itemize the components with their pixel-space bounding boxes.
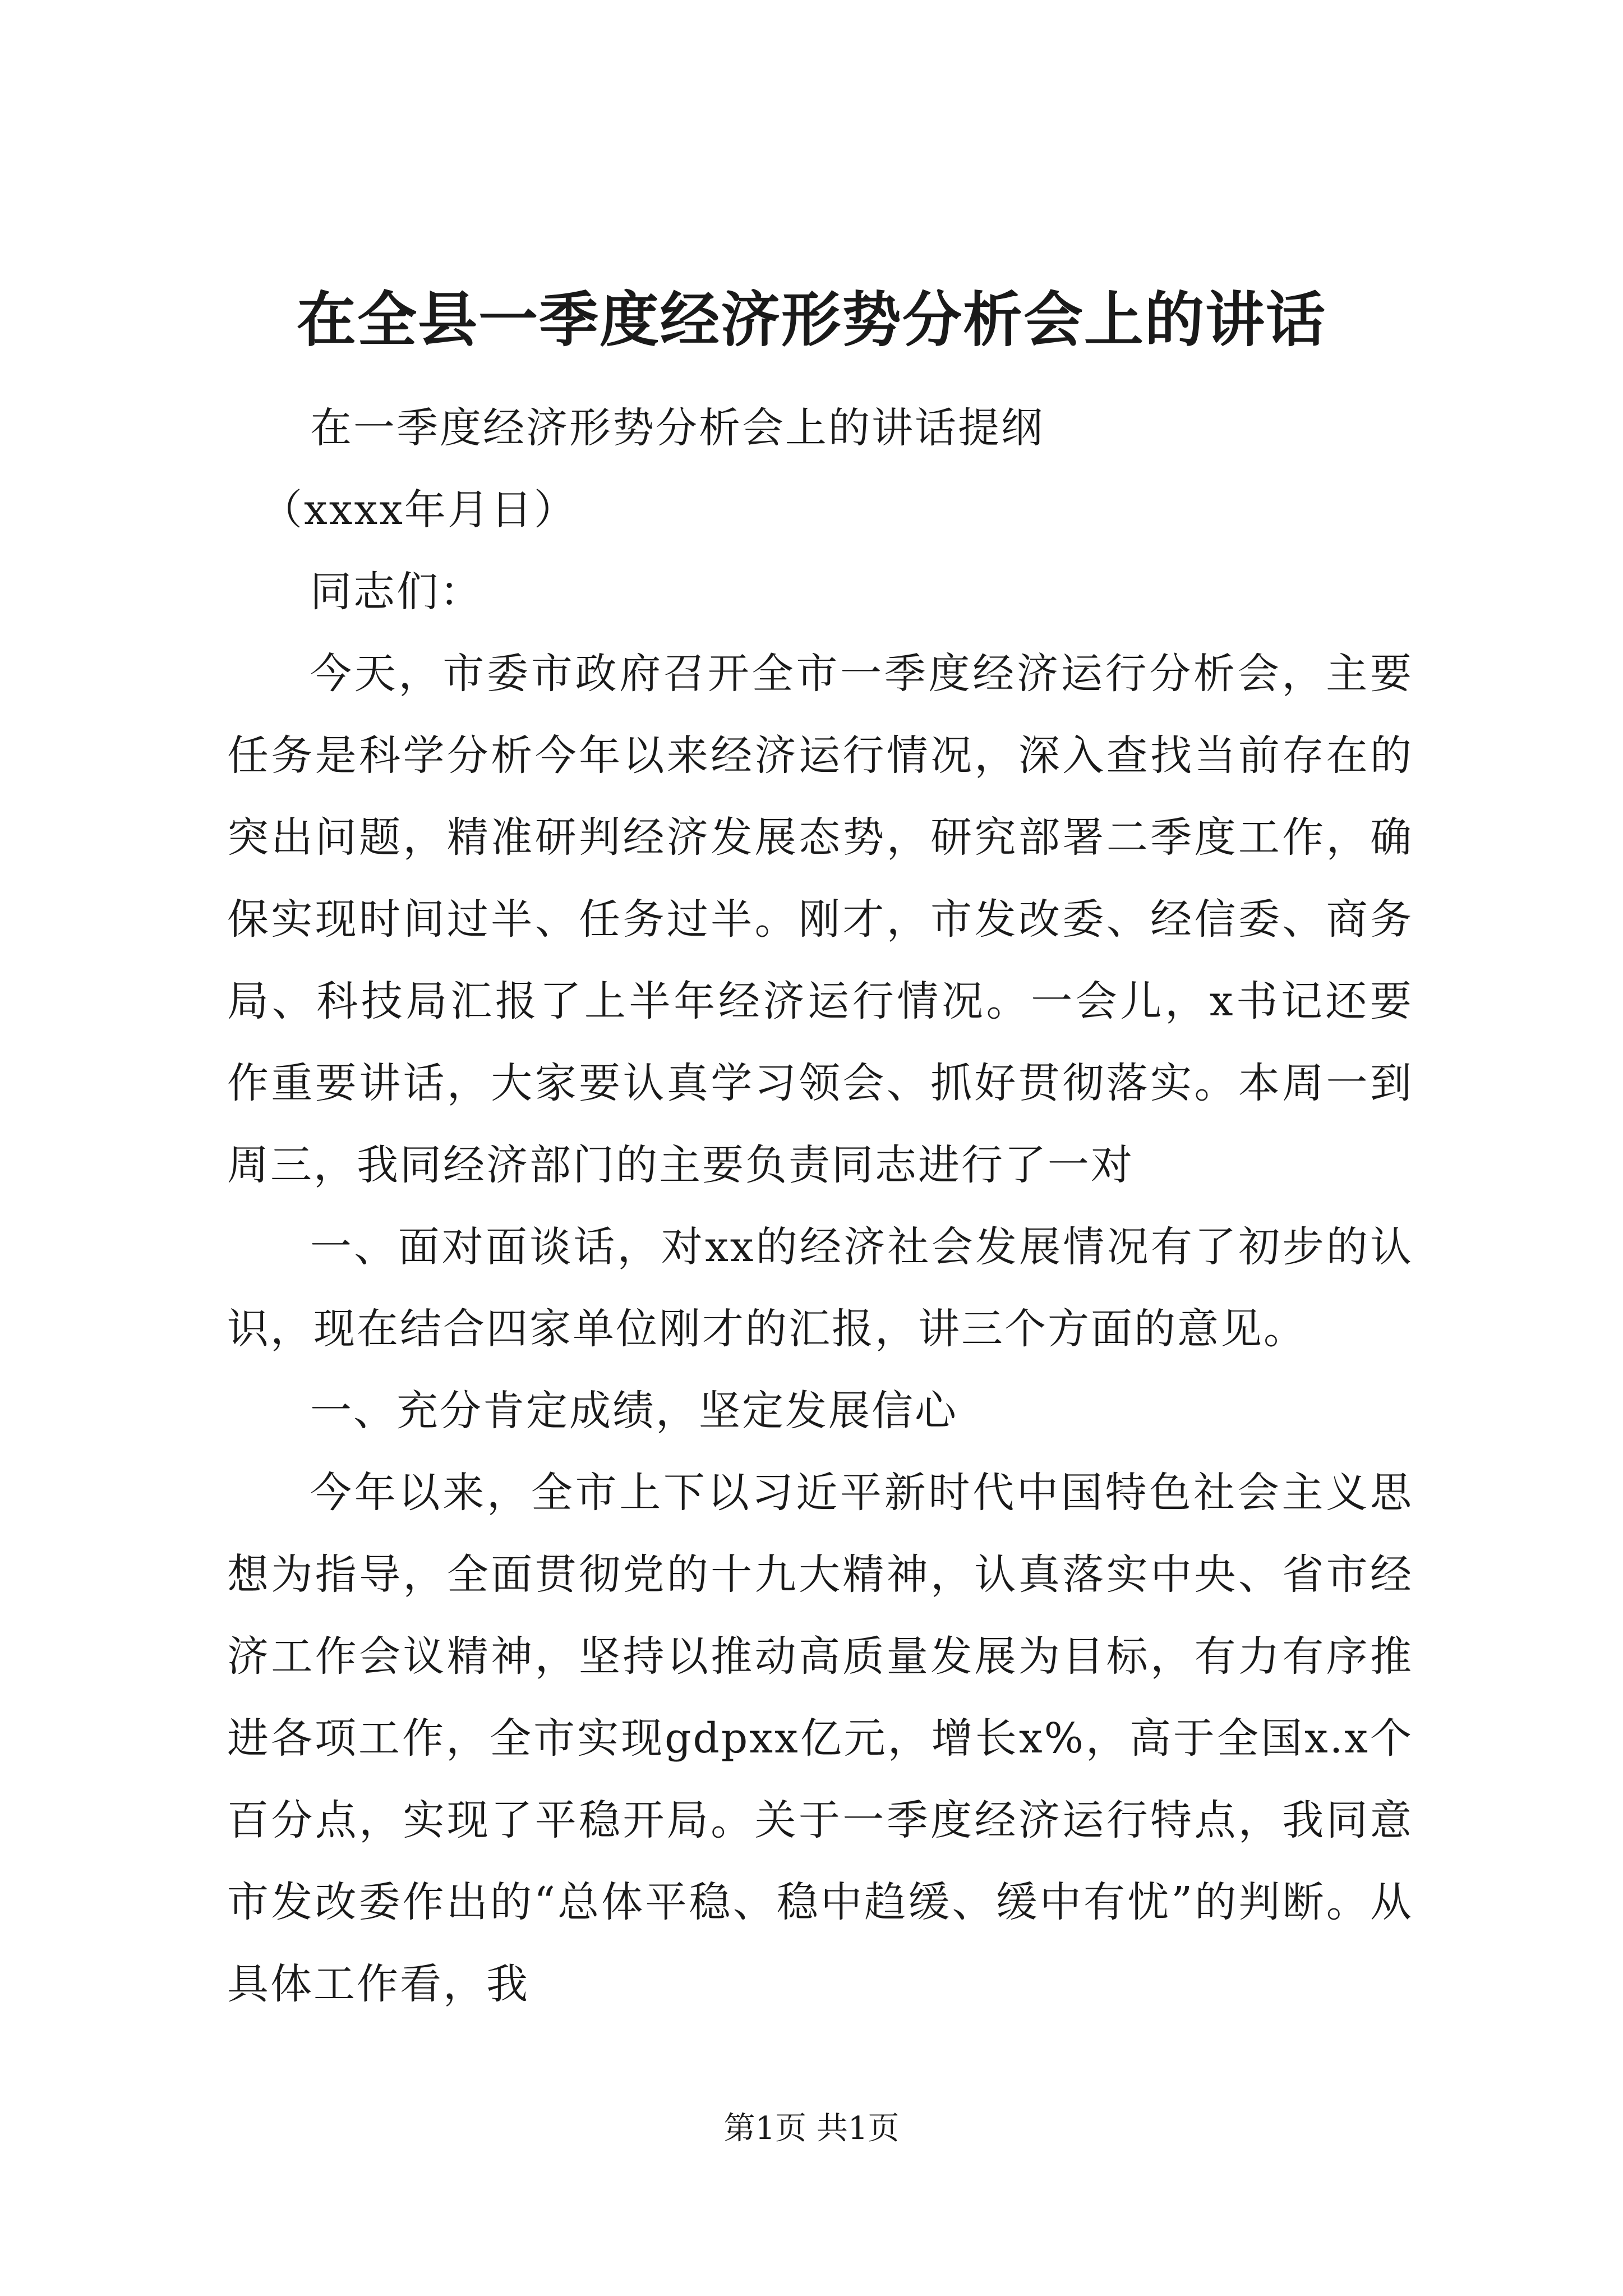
- page-footer: 第1页 共1页: [723, 2110, 900, 2147]
- body-paragraph: 今年以来，全市上下以习近平新时代中国特色社会主义思想为指导，全面贯彻党的十九大精神，认真落实中央、省市经济工作会议精神，坚持以推动高质量发展为目标，有力有序推进各项工作，全市实现gdpxx亿元，增长x%，高于全国x.x个百分点，实现了平稳开局。关于一季度经济运行特点，我同意市发改委作出的“总体平稳、稳中趋缓、缓中有忧”的判断。从具体工作看，我: [227, 1469, 1413, 2008]
- body-paragraph: 一、面对面谈话，对xx的经济社会发展情况有了初步的认识，现在结合四家单位刚才的汇报，讲三个方面的意见。: [227, 1223, 1413, 1353]
- body-paragraph: 今天，市委市政府召开全市一季度经济运行分析会，主要任务是科学分析今年以来经济运行情况，深入查找当前存在的突出问题，精准研判经济发展态势，研究部署二季度工作，确保实现时间过半、任务过半。刚才，市发改委、经信委、商务局、科技局汇报了上半年经济运行情况。一会儿，x书记还要作重要讲话，大家要认真学习领会、抓好贯彻落实。本周一到周三，我同经济部门的主要负责同志进行了一对: [227, 650, 1413, 1189]
- subtitle-paragraph: 在一季度经济形势分析会上的讲话提纲: [310, 404, 1044, 452]
- salutation-paragraph: 同志们：: [310, 568, 483, 616]
- document-title: 在全县一季度经济形势分析会上的讲话: [297, 284, 1326, 355]
- section-heading: 一、充分肯定成绩，坚定发展信心: [310, 1387, 958, 1435]
- document-body: [227, 387, 1413, 2025]
- date-paragraph: （xxxx年月日）: [261, 486, 577, 534]
